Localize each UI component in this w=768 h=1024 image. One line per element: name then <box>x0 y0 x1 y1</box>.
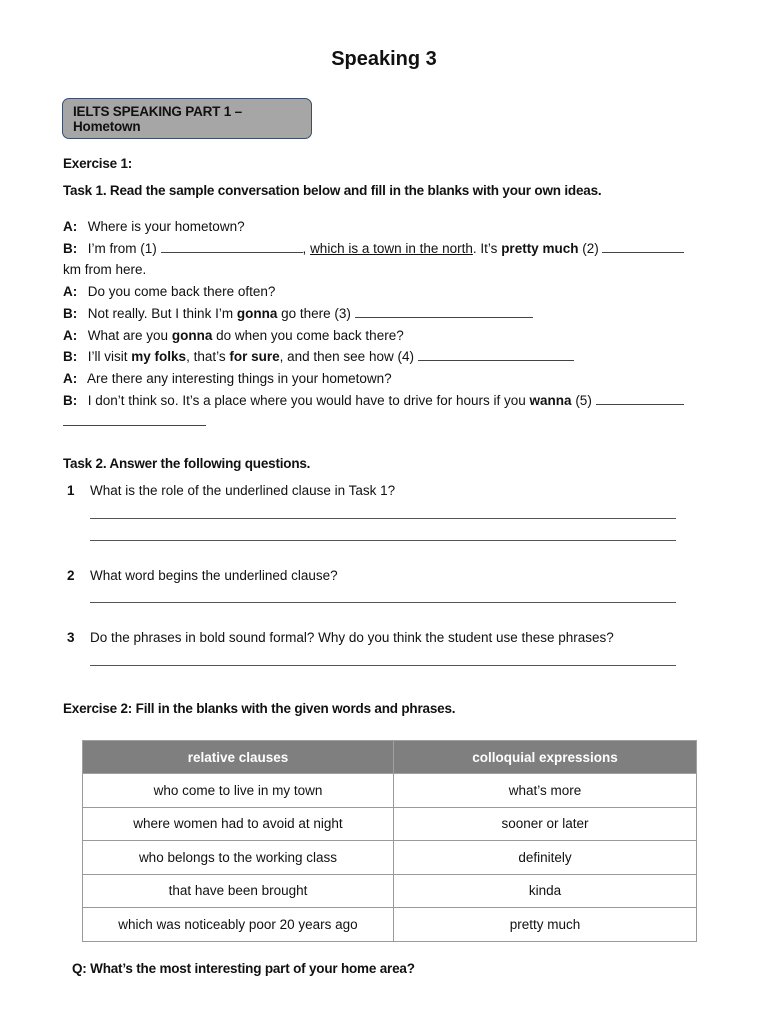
speaker-label: A: <box>63 219 78 234</box>
table-cell: sooner or later <box>394 807 697 841</box>
line-text: I’ll visit <box>87 349 128 365</box>
speaker-label: A: <box>63 327 78 343</box>
bold-phrase: wanna <box>529 392 572 408</box>
answer-line[interactable] <box>90 540 676 541</box>
speaker-label: B: <box>63 349 78 365</box>
table-row <box>83 908 697 942</box>
underlined-clause: which is a town in the north <box>310 240 473 256</box>
table-cell: that have been brought <box>83 874 394 908</box>
task1-instruction: Task 1. Read the sample conversation below and fill in the blanks with your own ideas. <box>63 183 602 198</box>
table-cell: which was noticeably poor 20 years ago <box>83 908 394 942</box>
table-cell: pretty much <box>394 908 697 942</box>
bold-phrase: gonna <box>236 305 278 321</box>
line-text: Are there any interesting things in your hometown? <box>87 370 392 386</box>
answer-line[interactable] <box>90 665 676 666</box>
line-text: . It’s <box>472 240 498 256</box>
line-text: , <box>302 240 307 256</box>
question-text: What is the role of the underlined clause in Task 1? <box>90 483 396 498</box>
line-text: Do you come back there often? <box>87 284 276 300</box>
speaker-label: A: <box>63 370 78 386</box>
question-text: What word begins the underlined clause? <box>90 568 338 583</box>
question-number: 1 <box>67 483 75 498</box>
answer-line[interactable] <box>90 518 676 519</box>
blank-1[interactable] <box>161 241 303 253</box>
conversation-line <box>63 390 703 412</box>
table-cell: what’s more <box>394 774 697 808</box>
speaker-label: B: <box>63 240 78 256</box>
line-text: I’m from (1) <box>87 240 157 256</box>
speaker-label: A: <box>63 284 78 300</box>
table-cell: definitely <box>394 841 697 875</box>
question-number: 3 <box>67 630 75 645</box>
table-cell: who belongs to the working class <box>83 841 394 875</box>
speaker-label: B: <box>63 392 78 408</box>
line-text: What are you <box>87 327 169 343</box>
bold-phrase: for sure <box>229 349 280 365</box>
table-header-row <box>83 741 697 774</box>
line-text: I don’t think so. It’s a place where you would have to drive for hours if you <box>87 392 526 408</box>
conversation-line <box>63 411 703 433</box>
line-text: Where is your hometown? <box>87 219 245 234</box>
conversation-line <box>63 368 703 390</box>
final-question: Q: What’s the most interesting part of your home area? <box>72 961 415 976</box>
conversation-line <box>63 259 703 281</box>
table-cell: kinda <box>394 874 697 908</box>
table-cell: where women had to avoid at night <box>83 807 394 841</box>
line-text: , and then see how (4) <box>279 349 414 365</box>
table-row <box>83 874 697 908</box>
line-text: (5) <box>575 392 592 408</box>
table-row <box>83 774 697 808</box>
column-header: colloquial expressions <box>394 741 697 774</box>
conversation-line <box>63 216 703 238</box>
blank-5-continued[interactable] <box>63 414 206 426</box>
answer-line[interactable] <box>90 602 676 603</box>
column-header: relative clauses <box>83 741 394 774</box>
section-heading-box: IELTS SPEAKING PART 1 – Hometown <box>62 98 312 139</box>
table-row <box>83 807 697 841</box>
blank-5[interactable] <box>596 393 684 405</box>
conversation-line <box>63 238 703 260</box>
table-row <box>83 841 697 875</box>
exercise1-label: Exercise 1: <box>63 156 133 171</box>
conversation-line <box>63 346 703 368</box>
conversation-line <box>63 281 703 303</box>
bold-phrase: gonna <box>171 327 213 343</box>
line-text: , that’s <box>186 349 226 365</box>
table-cell: who come to live in my town <box>83 774 394 808</box>
conversation-line <box>63 303 703 325</box>
line-text: Not really. But I think I’m <box>87 305 234 321</box>
blank-2[interactable] <box>602 241 684 253</box>
question-number: 2 <box>67 568 75 583</box>
page-title: Speaking 3 <box>331 48 437 70</box>
line-text: km from here. <box>63 262 147 278</box>
exercise2-instruction: Exercise 2: Fill in the blanks with the given words and phrases. <box>63 701 456 716</box>
bold-phrase: pretty much <box>501 240 579 256</box>
question-text: Do the phrases in bold sound formal? Why do you think the student use these phrases? <box>90 630 614 645</box>
line-text: (2) <box>582 240 599 256</box>
blank-3[interactable] <box>355 306 533 318</box>
speaker-label: B: <box>63 305 78 321</box>
bold-phrase: my folks <box>131 349 187 365</box>
conversation-line <box>63 325 703 347</box>
blank-4[interactable] <box>418 349 574 361</box>
sample-conversation <box>63 216 703 433</box>
task2-instruction: Task 2. Answer the following questions. <box>63 456 311 471</box>
line-text: go there (3) <box>281 305 351 321</box>
line-text: do when you come back there? <box>216 327 404 343</box>
word-bank-table <box>82 740 697 942</box>
